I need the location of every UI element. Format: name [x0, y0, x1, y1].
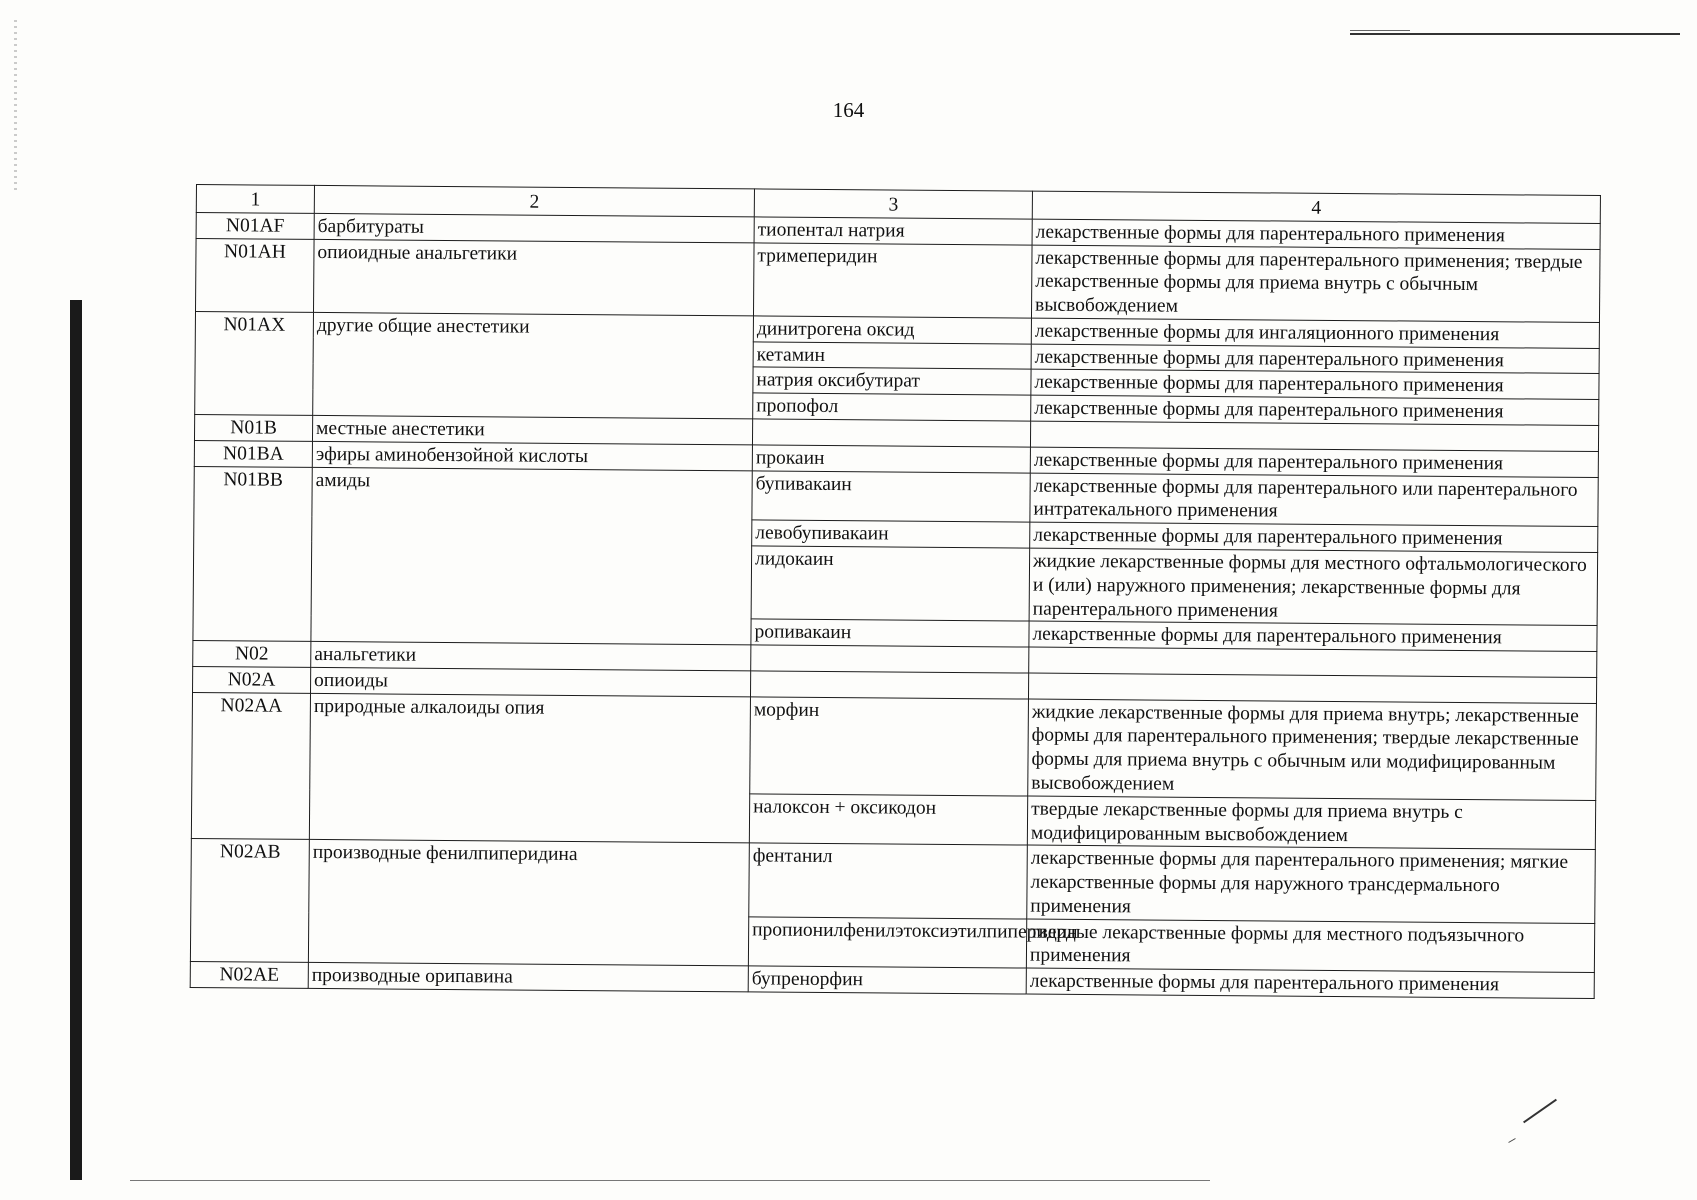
group-name-cell: опиоидные анальгетики	[313, 239, 754, 316]
dosage-forms-cell: лекарственные формы для парентерального применения	[1026, 968, 1594, 998]
atc-code-cell: N01BA	[194, 440, 312, 467]
dosage-forms-cell: жидкие лекарственные формы для местного офтальмологического и (или) наружного применения; лекарственные формы для парентерального применения	[1029, 548, 1598, 626]
dosage-forms-cell: лекарственные формы для парентерального применения	[1031, 344, 1599, 374]
dosage-forms-cell: лекарственные формы для парентерального применения	[1032, 219, 1600, 249]
dosage-forms-cell: лекарственные формы для парентерального применения; мягкие лекарственные формы для наружного трансдермального применения	[1027, 845, 1596, 923]
scan-artifact-bottom-line	[130, 1180, 1210, 1181]
dosage-forms-cell: лекарственные формы для ингаляционного применения	[1031, 318, 1599, 348]
scan-artifact-pen-dot	[1508, 1138, 1515, 1143]
table-row	[195, 238, 1600, 322]
group-name-cell: местные анестетики	[312, 415, 752, 444]
drug-name-cell: пропофол	[753, 393, 1031, 421]
scan-artifact-left-bar	[70, 300, 82, 1180]
atc-code-cell: N01AF	[196, 212, 314, 239]
atc-code-cell: N02AA	[191, 692, 310, 840]
table-row	[194, 466, 1598, 527]
atc-code-cell: N01B	[194, 415, 312, 442]
drug-name-cell: тиопентал натрия	[754, 217, 1032, 245]
atc-code-cell: N02AB	[190, 839, 309, 963]
atc-code-cell: N02AE	[190, 962, 308, 989]
atc-code-cell: N01AX	[195, 311, 314, 415]
dosage-forms-cell: лекарственные формы для парентерального или парентерального интратекального применения	[1030, 473, 1598, 527]
drug-name-cell: натрия оксибутират	[753, 367, 1031, 395]
drug-name-cell: левобупивакаин	[752, 520, 1030, 548]
table-row	[191, 839, 1596, 923]
drug-name-cell: прокаин	[752, 445, 1030, 473]
dosage-forms-cell: лекарственные формы для парентерального применения; твердые лекарственные формы для приема внутрь с обычным высвобождением	[1031, 245, 1600, 323]
dosage-forms-cell: жидкие лекарственные формы для приема внутрь; лекарственные формы для парентерального применения; твердые лекарственные формы для приема внутрь с обычным или модифицированным высвобождением	[1028, 699, 1597, 801]
atc-code-cell: N01AH	[195, 238, 314, 312]
dosage-forms-cell: лекарственные формы для парентерального применения	[1031, 370, 1599, 400]
group-name-cell: анальгетики	[311, 641, 751, 670]
group-name-cell: производные орипавина	[308, 963, 748, 992]
drug-name-cell: лидокаин	[751, 546, 1030, 622]
drug-name-cell: фентанил	[749, 843, 1028, 919]
drug-name-cell: динитрогена оксид	[753, 316, 1031, 344]
dosage-forms-cell: лекарственные формы для парентерального применения	[1030, 447, 1598, 477]
header-col-4: 4	[1032, 191, 1600, 223]
drug-list-table	[190, 184, 1601, 999]
drug-name-cell	[752, 419, 1030, 447]
scan-artifact-top-line	[1350, 33, 1680, 35]
table-row	[192, 692, 1597, 800]
header-col-3: 3	[754, 189, 1032, 219]
group-name-cell: эфиры аминобензойной кислоты	[312, 441, 752, 470]
scan-artifact-top-line-short	[1350, 30, 1410, 31]
header-col-1: 1	[196, 185, 314, 214]
drug-name-cell	[751, 645, 1029, 673]
drug-name-cell: бупренорфин	[748, 966, 1026, 994]
table-body	[190, 185, 1600, 999]
dosage-forms-cell: лекарственные формы для парентерального применения	[1030, 522, 1598, 552]
drug-name-cell: налоксон + оксикодон	[749, 794, 1027, 846]
atc-code-cell: N02	[193, 641, 311, 668]
dosage-forms-cell: твердые лекарственные формы для приема внутрь с модифицированным высвобождением	[1027, 796, 1595, 850]
drug-name-cell: кетамин	[753, 342, 1031, 370]
document-table-wrapper	[190, 184, 1600, 999]
dosage-forms-cell: твердые лекарственные формы для местного подъязычного применения	[1026, 919, 1594, 973]
page-number: 164	[832, 98, 865, 122]
dosage-forms-cell: лекарственные формы для парентерального применения	[1029, 621, 1597, 651]
group-name-cell: опиоиды	[311, 667, 751, 696]
drug-name-cell: бупивакаин	[752, 470, 1030, 522]
drug-name-cell: ропивакаин	[751, 619, 1029, 647]
atc-code-cell: N01BB	[193, 466, 312, 641]
group-name-cell: другие общие анестетики	[313, 312, 754, 419]
header-col-2: 2	[314, 185, 754, 216]
drug-name-cell: пропионилфенилэтоксиэтилпиперидин	[748, 917, 1026, 969]
drug-name-cell: тримеперидин	[753, 242, 1032, 318]
group-name-cell: барбитураты	[314, 213, 754, 242]
group-name-cell: природные алкалоиды опия	[309, 693, 750, 843]
atc-code-cell: N02A	[193, 666, 311, 693]
group-name-cell: амиды	[311, 467, 752, 645]
drug-name-cell	[750, 671, 1028, 699]
dosage-forms-cell: лекарственные формы для парентерального применения	[1031, 395, 1599, 425]
scan-artifact-pen-mark	[1523, 1099, 1557, 1124]
drug-name-cell: морфин	[750, 696, 1029, 795]
group-name-cell: производные фенилпиперидина	[308, 840, 749, 966]
